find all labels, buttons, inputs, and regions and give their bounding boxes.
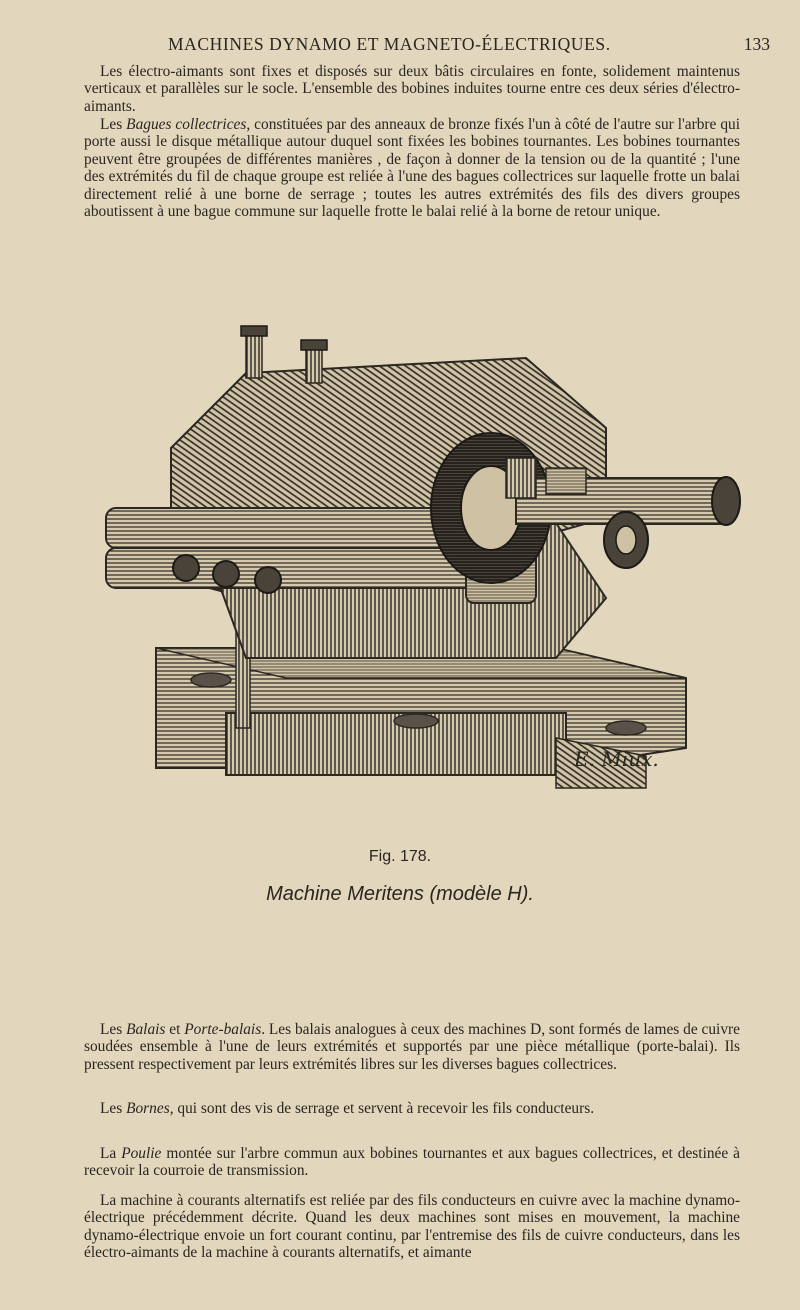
paragraph-poulie: La Poulie montée sur l'arbre commun aux bobines tournantes et aux bagues collectrices, et destinée à recevoir la courroie de transmission. <box>84 1145 740 1180</box>
paragraph-bagues-collectrices: Les Bagues collectrices, constituées par des anneaux de bronze fixés l'un à côté de l'autre sur l'arbre qui porte aussi le disque métallique autour duquel sont fixées les bobines tournantes. Les bobines tournantes peuvent être groupées de différentes manières , de façon à donner de la tension ou de la quantité ; l'une des extrémités du fil de chaque groupe est reliée à l'une des bagues collectrices sur laquelle frotte un balai directement relié à une borne de serrage ; toutes les autres extrémités des fils des divers groupes aboutissent à une bague commune sur laquelle frotte le balai relié à la borne de retour unique. <box>84 116 740 221</box>
figure-label: Fig. 178. <box>368 848 432 865</box>
paragraph-courants-alternatifs: La machine à courants alternatifs est reliée par des fils conducteurs en cuivre avec la machine dynamo-électrique précédemment décrite. Quand les deux machines sont mises en mouvement, la machine dynamo-électrique envoie un fort courant continu, par l'entremise des fils de cuivre conducteurs, dans les électro-aimants de la machine à courants alternatifs, et aimante <box>84 1192 740 1262</box>
term-balais: Balais <box>126 1021 166 1038</box>
term-bornes: Bornes <box>126 1100 170 1117</box>
paragraph-bornes: Les Bornes, qui sont des vis de serrage et servent à recevoir les fils conducteurs. <box>100 1100 595 1117</box>
engraver-signature: E. Miux. <box>574 747 659 771</box>
running-head <box>0 34 800 58</box>
paragraph-electro-aimants: Les électro-aimants sont fixes et disposés sur deux bâtis circulaires en fonte, solidement maintenus verticaux et parallèles sur le socle. L'ensemble des bobines induites tourne entre ces deux séries d'électro-aimants. <box>84 63 740 115</box>
term-bagues-collectrices: Bagues collectrices <box>126 116 247 133</box>
running-title: MACHINES DYNAMO ET MAGNETO-ÉLECTRIQUES. <box>168 34 611 54</box>
meritens-machine-illustration <box>86 318 746 828</box>
term-porte-balais: Porte-balais <box>184 1021 262 1038</box>
machine-engraving <box>86 318 746 828</box>
figure-caption: Machine Meritens (modèle H). <box>266 883 534 905</box>
page-number: 133 <box>743 34 770 54</box>
paragraph-balais: Les Balais et Porte-balais. Les balais analogues à ceux des machines D, sont formés de lames de cuivre soudées ensemble à l'une de leurs extrémités et supportés par une pièce métallique (porte-balai). Ils pressent respectivement par leurs extrémités libres sur les diverses bagues collectrices. <box>84 1021 740 1073</box>
term-poulie: Poulie <box>121 1145 162 1162</box>
